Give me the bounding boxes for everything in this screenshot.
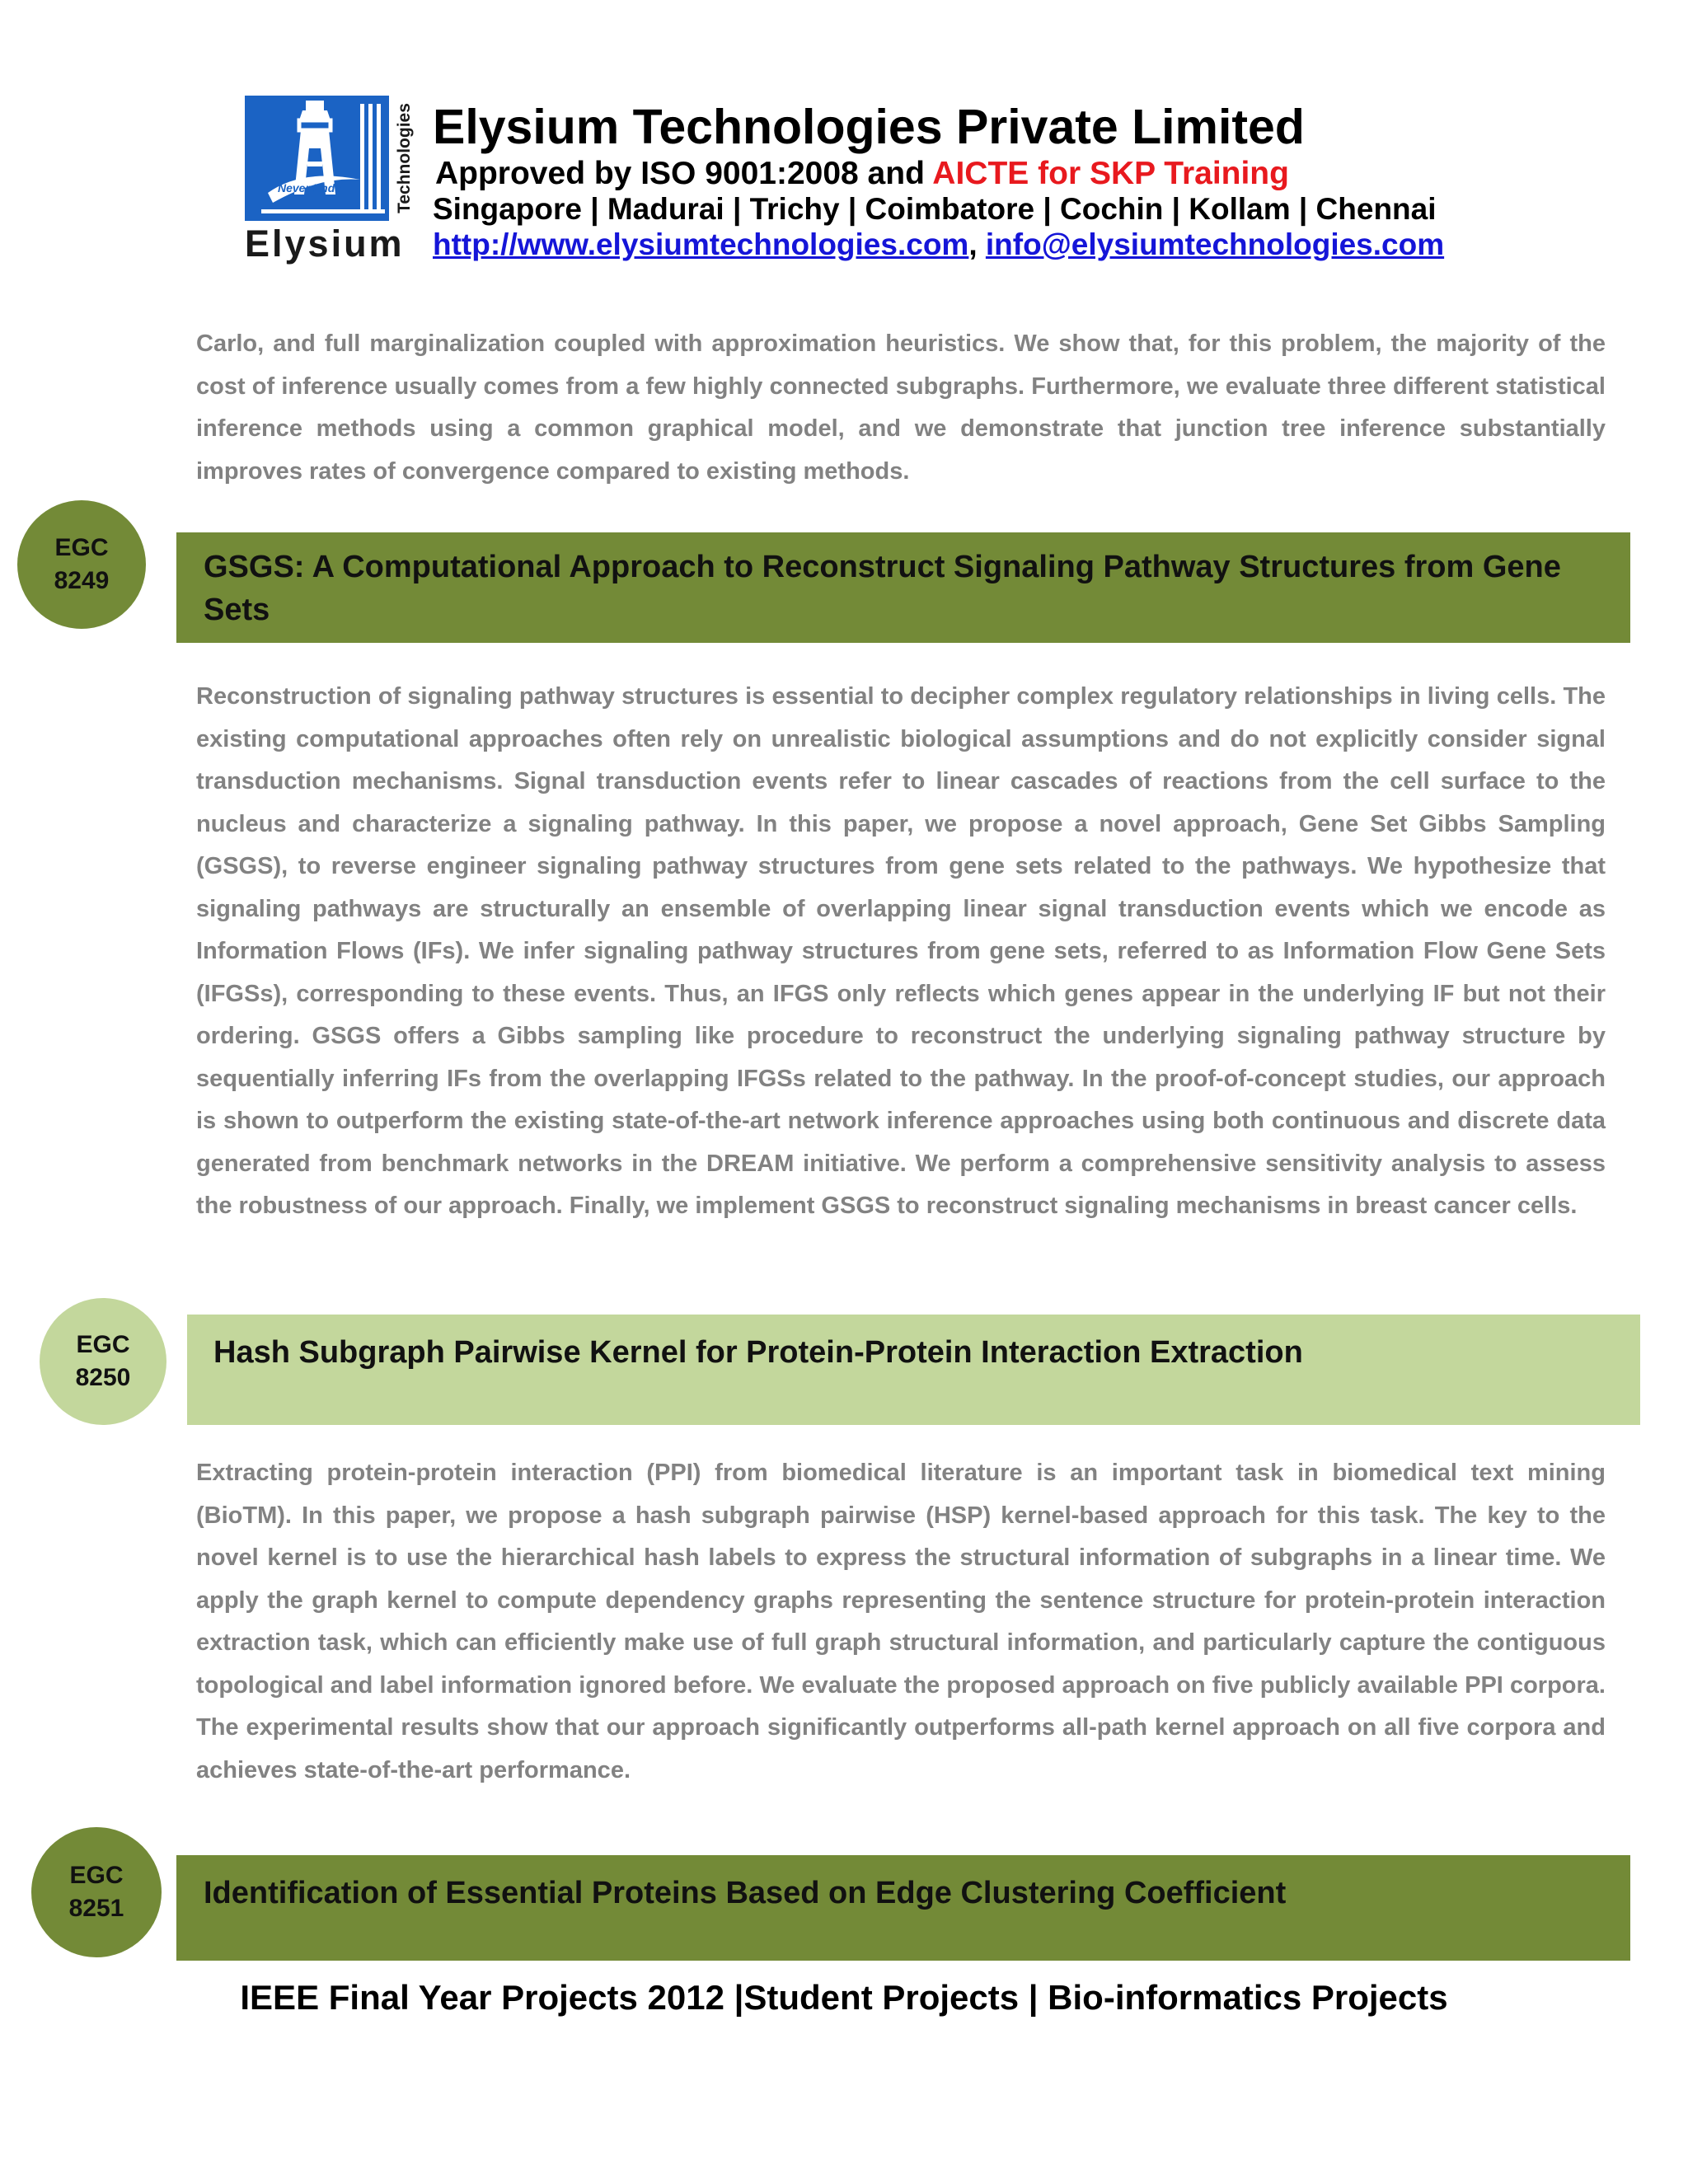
code-number: 8251	[68, 1895, 124, 1922]
code-prefix: EGC	[76, 1331, 130, 1358]
section-abstract: Extracting protein-protein interaction (PPI) from biomedical literature is an important task in biomedical text mining (BioTM). In this paper, we propose a hash subgraph pairwise (HSP) kernel-based approach for this task. The key to the novel kernel is to use the hierarchical hash labels to express the structural information of subgraphs in a linear time. We apply the graph kernel to compute dependency graphs representing the sentence structure for protein-protein interaction extraction task, which can efficiently make use of full graph structural information, and particularly capture the contiguous topological and label information ignored before. We evaluate the proposed approach on five publicly available PPI corpora. The experimental results show that our approach significantly outperforms all-path kernel approach on all five corpora and achieves state-of-the-art performance.	[196, 1460, 1606, 1783]
website-link[interactable]: http://www.elysiumtechnologies.com	[433, 227, 969, 261]
section-title-bar	[187, 1315, 1640, 1425]
approval-highlight: AICTE for SKP Training	[932, 156, 1289, 191]
company-logo	[245, 96, 389, 221]
contact-links	[433, 227, 1444, 262]
section-title: Identification of Essential Proteins Based on Edge Clustering Coefficient	[204, 1876, 1287, 1910]
section-title-bar	[176, 532, 1630, 643]
office-cities: Singapore | Madurai | Trichy | Coimbatore | Cochin | Kollam | Chennai	[433, 192, 1437, 226]
logo-wordmark: Elysium	[245, 223, 405, 265]
page-footer: IEEE Final Year Projects 2012 |Student Projects | Bio-informatics Projects	[240, 1978, 1448, 2017]
section-abstract: Reconstruction of signaling pathway structures is essential to decipher complex regulatory relationships in living cells. The existing computational approaches often rely on unrealistic biological assumptions and do not explicitly consider signal transduction mechanisms. Signal transduction events refer to linear cascades of reactions from the cell surface to the nucleus and characterize a signaling pathway. In this paper, we propose a novel approach, Gene Set Gibbs Sampling (GSGS), to reverse engineer signaling pathway structures from gene sets related to the pathways. We hypothesize that signaling pathways are structurally an ensemble of overlapping linear signal transduction events which we encode as Information Flows (IFs). We infer signaling pathway structures from gene sets, referred to as Information Flow Gene Sets (IFGSs), corresponding to these events. Thus, an IFGS only reflects which genes appear in the underlying IF but not their ordering. GSGS offers a Gibbs sampling like procedure to reconstruct the underlying signaling pathway structure by sequentially inferring IFs from the overlapping IFGSs related to the pathway. In the proof-of-concept studies, our approach is shown to outperform the existing state-of-the-art network inference approaches using both continuous and discrete data generated from benchmark networks in the DREAM initiative. We perform a comprehensive sensitivity analysis to assess the robustness of our approach. Finally, we implement GSGS to reconstruct signaling mechanisms in breast cancer cells.	[196, 683, 1606, 1219]
code-number: 8249	[54, 567, 110, 594]
logo-tagline: Never Ends	[278, 181, 342, 194]
link-separator: ,	[968, 227, 978, 261]
section-title: Hash Subgraph Pairwise Kernel for Protein-Protein Interaction Extraction	[213, 1335, 1303, 1370]
logo-side-label	[394, 96, 415, 221]
intro-paragraph: Carlo, and full marginalization coupled with approximation heuristics. We show that, for this problem, the majority of the cost of inference usually comes from a few highly connected subgraphs. Furthermore, we evaluate three different statistical inference methods using a common graphical model, and we demonstrate that junction tree inference substantially improves rates of convergence compared to existing methods.	[196, 330, 1606, 485]
code-number: 8250	[75, 1364, 131, 1391]
company-name: Elysium Technologies Private Limited	[433, 100, 1305, 154]
logo-side-text: Technologies	[395, 103, 414, 213]
lighthouse-icon	[245, 96, 389, 221]
email-link[interactable]: info@elysiumtechnologies.com	[985, 227, 1445, 261]
project-code-badge	[40, 1298, 166, 1425]
code-prefix: EGC	[54, 534, 109, 561]
section-title-bar	[176, 1855, 1630, 1961]
code-prefix: EGC	[69, 1862, 124, 1889]
project-code-badge	[31, 1827, 162, 1957]
approval-prefix: Approved by ISO 9001:2008 and	[435, 156, 925, 191]
section-title: GSGS: A Computational Approach to Reconstruct Signaling Pathway Structures from Gene Sets	[204, 550, 1561, 627]
project-code-badge	[17, 500, 146, 629]
approval-line	[435, 156, 1289, 192]
